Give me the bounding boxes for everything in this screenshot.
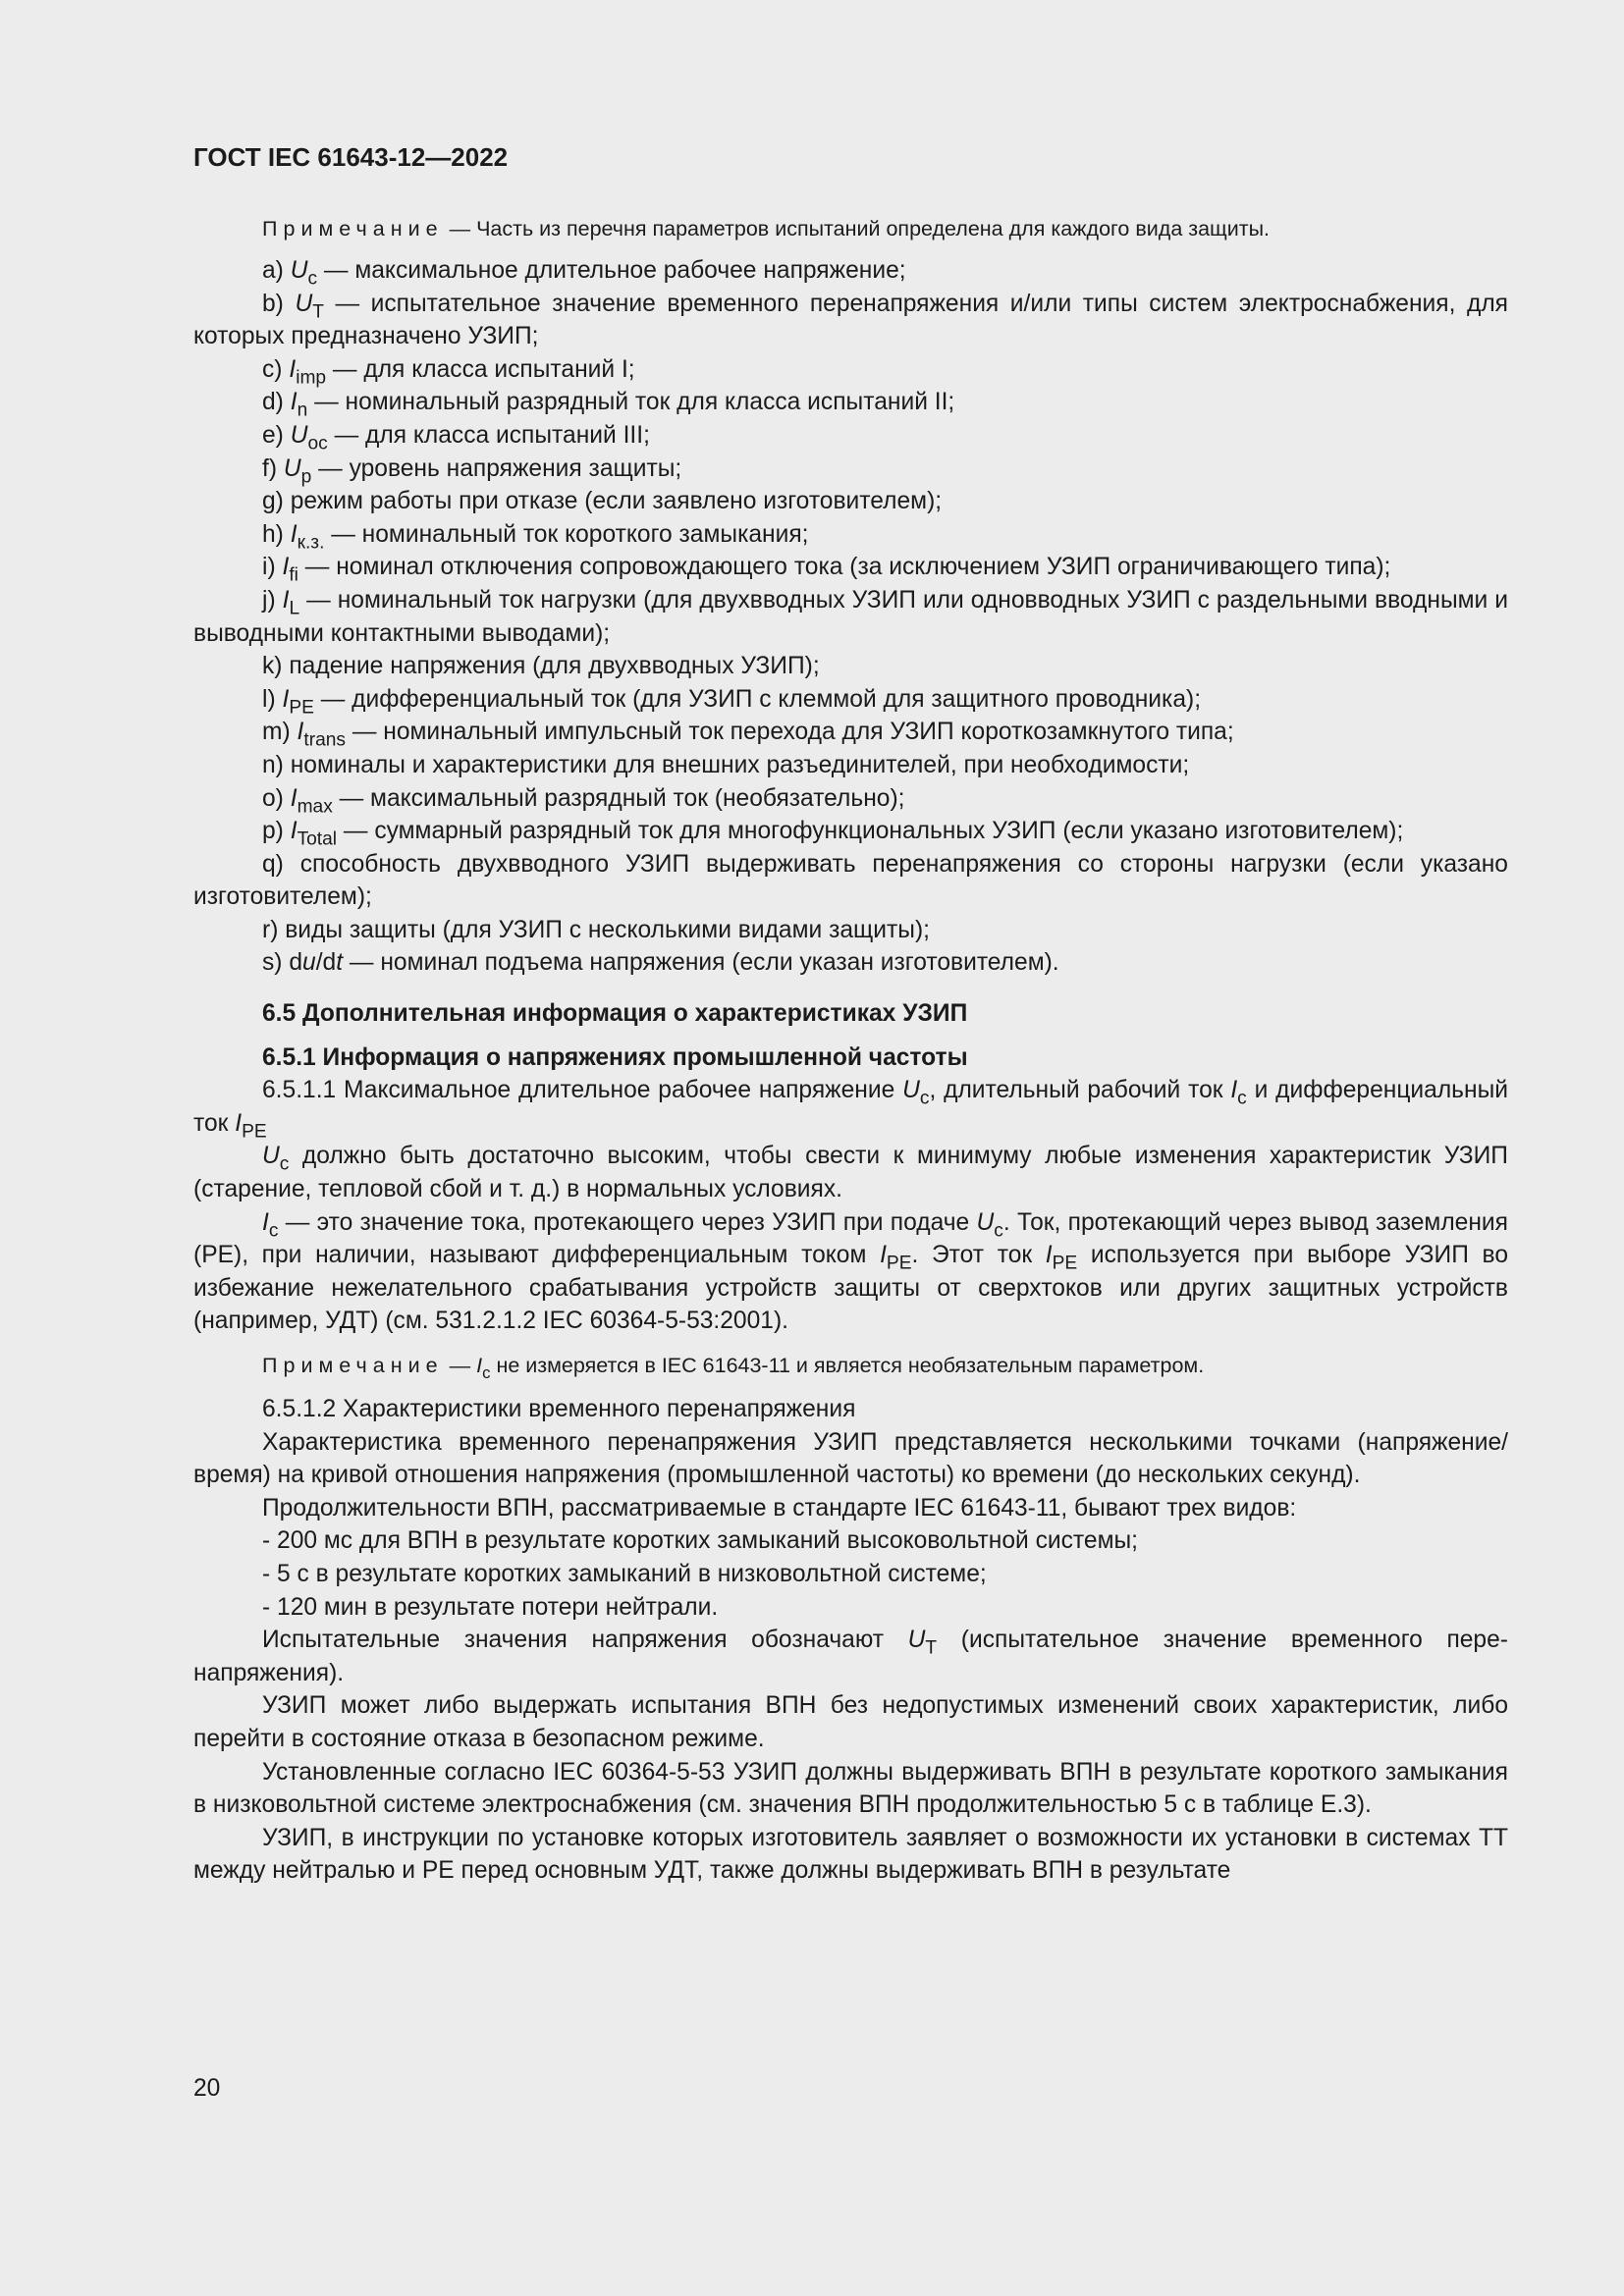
paragraph-iec-60364: Установленные согласно IEC 60364-5-53 УЗИП должны выдерживать ВПН в результате короткого замыкания в низковольтной системе электроснабжения (см. значения ВПН продолжительностью 5 с в таблице Е.3).	[193, 1758, 1508, 1819]
paragraph-6-5-1-1: 6.5.1.1 Максимальное длительное рабочее напряжение $U_c$, длительный рабочий ток $I_c$ и дифференциальный ток $I_{PE}$	[193, 1077, 1508, 1143]
list-item-o: o) $I_{max}$ — максимальный разрядный ток (необязательно);	[262, 784, 905, 818]
paragraph-tt-systems: УЗИП, в инструкции по установке которых изготовитель заявляет о возможности их установки в системах ТТ между нейтралью и PE перед основным УДТ, также должны выдерживать ВПН в результате	[193, 1824, 1508, 1885]
list-item-p: p) $I_{Total}$ — суммарный разрядный ток для многофункциональных УЗИП (если указано изготовителем);	[262, 818, 1404, 850]
page-content	[193, 140, 1508, 1888]
list-item-q: q) способность двухвводного УЗИП выдерживать перенапряжения со стороны нагрузки (если указано изготовителем);	[193, 850, 1508, 911]
list-item-g: g) режим работы при отказе (если заявлено изготовителем);	[262, 488, 943, 515]
list-item-a: а) $U_c$ — максимальное длительное рабочее напряжение;	[262, 257, 906, 290]
paragraph-uc: $U_c$ должно быть достаточно высоким, чтобы свести к минимуму любые изменения характеристик УЗИП (старение, тепловой сбой и т. д.) в нормальных условиях.	[193, 1143, 1508, 1203]
note-parameters	[193, 213, 1508, 244]
list-item-d: d) $I_n$ — номинальный разрядный ток для класса испытаний II;	[262, 389, 955, 422]
note-ic: Примечание — $I_c$ не измеряется в IEC 61643-11 и является необязательным параметром.	[262, 1354, 1205, 1382]
paragraph-test-values: Испытательные значения напряжения обозначают $U_T$ (испытательное значение временного перенапряжения).	[193, 1627, 1508, 1686]
section-heading-6-5-1: 6.5.1 Информация о напряжениях промышленной частоты	[262, 1043, 968, 1071]
list-item-n: n) номиналы и характеристики для внешних разъединителей, при необходимости;	[262, 751, 1190, 778]
dash-item-200ms: - 200 мс для ВПН в результате коротких замыканий высоковольтной системы;	[262, 1527, 1139, 1555]
list-item-l: l) $I_{PE}$ — дифференциальный ток (для УЗИП с клеммой для защитного проводника);	[262, 685, 1202, 719]
list-item-m: m) $I_{trans}$ — номинальный импульсный ток перехода для УЗИП короткозамкнутого типа;	[262, 719, 1234, 752]
list-item-r: r) виды защиты (для УЗИП с несколькими видами защиты);	[262, 916, 930, 943]
note-text: — Часть из перечня параметров испытаний определена для каждого вида защиты.	[443, 217, 1271, 240]
paragraph-withstand: УЗИП может либо выдержать испытания ВПН без недопустимых изменений своих характеристик, либо перейти в состояние отказа в безопасном режиме.	[193, 1692, 1508, 1752]
note-lead: Примечание	[262, 1354, 444, 1377]
dash-item-5s: - 5 с в результате коротких замыканий в низковольтной системе;	[262, 1560, 987, 1587]
paragraph-tov-characteristic: Характеристика временного перенапряжения УЗИП представляется несколькими точками (напряжение/время) на кривой отношения напряжения (промышленной частоты) ко времени (до нескольких секунд).	[193, 1428, 1508, 1489]
list-item-s: s) du/dt — номинал подъема напряжения (если указан изготовителем).	[262, 949, 1059, 977]
list-item-i: i) $I_{fi}$ — номинал отключения сопровождающего тока (за исключением УЗИП ограничивающего типа);	[262, 554, 1391, 587]
list-item-b: b) $U_T$ — испытательное значение временного перенапряжения и/или типы систем электроснабжения, для которых предназначено УЗИП;	[193, 290, 1508, 350]
list-item-k: k) падение напряжения (для двухвводных УЗИП);	[262, 653, 820, 680]
list-item-f: f) $U_p$ — уровень напряжения защиты;	[262, 454, 682, 488]
dash-item-120min: - 120 мин в результате потери нейтрали.	[262, 1593, 719, 1621]
list-item-h: h) $I_{к.з.}$ — номинальный ток короткого замыкания;	[262, 520, 809, 554]
section-heading-6-5: 6.5 Дополнительная информация о характеристиках УЗИП	[262, 1000, 968, 1028]
document-code-header: ГОСТ IEC 61643-12—2022	[193, 142, 509, 172]
page-number: 20	[193, 2075, 221, 2102]
list-item-c: c) $I_{imp}$ — для класса испытаний I;	[262, 355, 635, 389]
list-item-j: j) $I_L$ — номинальный ток нагрузки (для двухвводных УЗИП или одновводных УЗИП с раздельными вводными и выводными контактными выводами);	[193, 586, 1508, 647]
paragraph-tov-durations: Продолжительности ВПН, рассматриваемые в стандарте IEC 61643-11, бывают трех видов:	[262, 1494, 1297, 1522]
note-lead: Примечание	[262, 217, 444, 240]
paragraph-ic: $I_c$ — это значение тока, протекающего через УЗИП при подаче $U_c$. Ток, протекающий через вывод заземления (PE), при наличии, называют дифференциальным током $I_{PE}$. Этот ток $I_{PE}$ используется при выборе УЗИП во избежание нежелательного срабатывания устройств защиты от сверхтоков или других защитных устройств (например, УДТ) (см. 531.2.1.2 IEC 60364-5-53:2001).	[193, 1208, 1509, 1335]
list-item-e: e) $U_{oc}$ — для класса испытаний III;	[262, 421, 650, 454]
paragraph-6-5-1-2-title: 6.5.1.2 Характеристики временного перенапряжения	[262, 1396, 856, 1422]
